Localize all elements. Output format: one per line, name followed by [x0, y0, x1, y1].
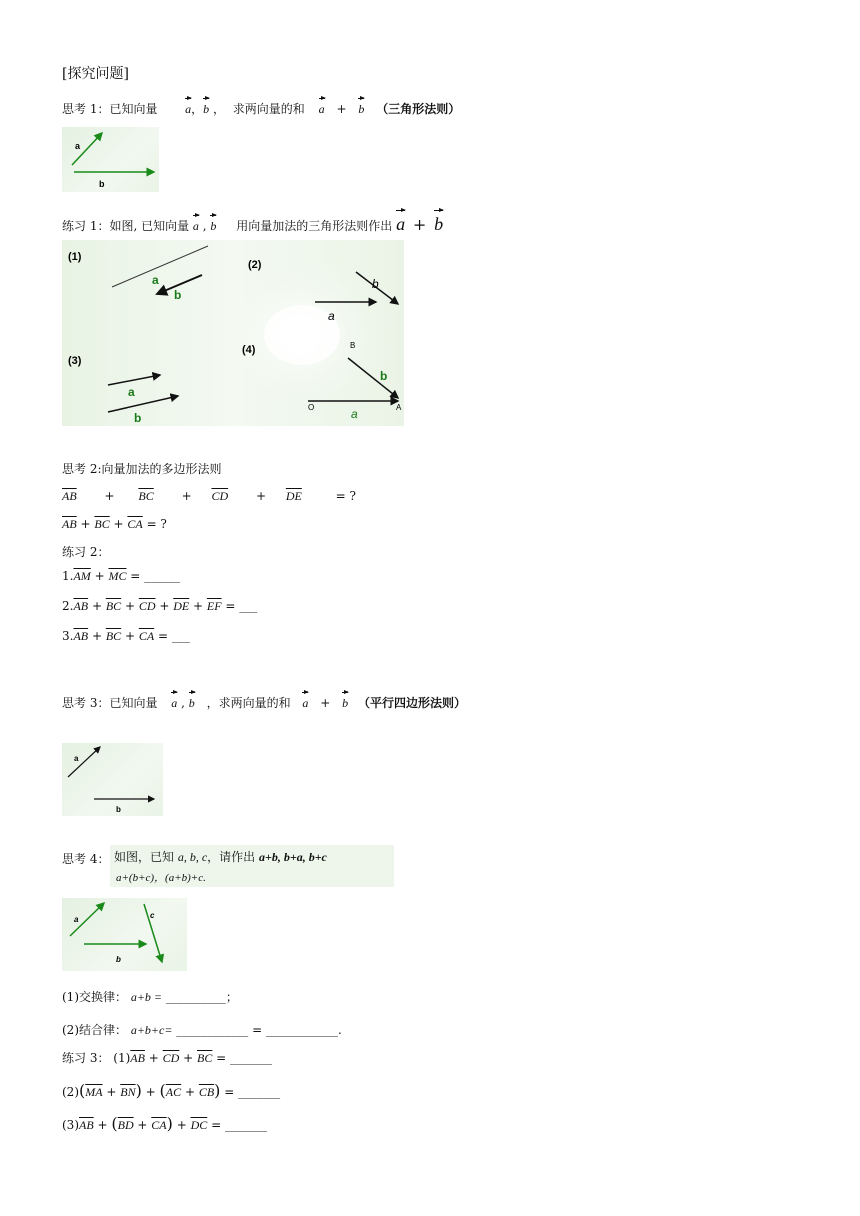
label-n2: (2)	[248, 259, 262, 271]
law-label: (2)结合律：	[62, 1023, 127, 1037]
think3-prefix: 思考 3：已知向量	[62, 696, 158, 710]
vector-term: $\overline{MA}$	[85, 1085, 103, 1099]
vector-a: a	[193, 213, 199, 234]
vector-b-large: b	[434, 208, 443, 235]
vector-term: $\overline{CA}$	[138, 629, 155, 643]
point-O: O	[308, 403, 315, 412]
figure-1-svg	[62, 127, 159, 192]
practice3-q1: 练习 3： $(1)\overline{AB} + \overline{CD} + \overline{BC}$ = _______	[62, 1051, 273, 1065]
vector-term: $\overline{MC}$	[108, 569, 127, 583]
think4-line1	[114, 848, 327, 865]
think4-prefix: 思考 4：	[62, 852, 110, 866]
vector-term: $\overline{AM}$	[73, 569, 91, 583]
plus-sign: +	[320, 696, 331, 710]
think2-line1	[62, 489, 356, 504]
question-number: 1.	[62, 569, 74, 583]
comma: ，	[212, 102, 225, 116]
equation-tail: = ?	[146, 517, 167, 531]
vector-a: a	[319, 96, 325, 117]
think2-title: 思考 2:向量加法的多边形法则	[62, 462, 222, 476]
triangle-rule-label: （三角形法则）	[376, 102, 461, 116]
label-n4: (4)	[242, 344, 256, 356]
practice2-title: 练习 2：	[62, 545, 110, 559]
figure-4-svg	[62, 898, 187, 971]
vector-b: b	[203, 96, 209, 117]
vector-term: $\overline{BC}$	[105, 629, 122, 643]
figure-vectors-ab-1	[62, 127, 159, 192]
vector-term: $\overline{AB}$	[130, 1051, 145, 1065]
vector-b: b	[210, 213, 216, 234]
question-number: (1)	[113, 1051, 131, 1065]
label-b-4: b	[380, 369, 388, 383]
think4-ask: ，请作出	[207, 850, 256, 864]
vector-term: $\overline{AB}$	[73, 629, 89, 643]
vector-term: $\overline{AB}$	[62, 489, 77, 503]
figure-vectors-abc	[62, 898, 187, 971]
think1-middle: 求两向量的和	[232, 102, 305, 116]
label-a-1: a	[152, 273, 159, 287]
plus-sign: +	[336, 102, 347, 116]
vector-a: a	[171, 690, 177, 711]
figure-2-svg	[62, 240, 404, 426]
practice1-line: 练习 1：如图, 已知向量 a , b 用向量加法的三角形法则作出 a + b	[62, 208, 443, 235]
practice2-q3: $3.\overline{AB} + \overline{BC} + \overline{CA}$ = ___	[62, 629, 190, 643]
figure-practice1	[62, 240, 404, 426]
vector-term: $\overline{BD}$	[117, 1118, 134, 1132]
label-n1: (1)	[68, 251, 82, 263]
associative-law	[62, 1021, 342, 1038]
practice1-middle: 用向量加法的三角形法则作出	[236, 219, 393, 233]
question-number: 2.	[62, 599, 74, 613]
vector-term: $\overline{AC}$	[165, 1085, 182, 1099]
answer-blank[interactable]: ____________	[176, 1023, 249, 1037]
think1-line	[62, 96, 460, 117]
think1-prefix: 思考 1：已知向量	[62, 102, 158, 116]
think4-problem-image	[110, 845, 394, 887]
figure-3-svg	[62, 743, 163, 816]
question-number: (3)	[62, 1118, 79, 1132]
label-a-3: a	[128, 385, 135, 399]
vector-b: b	[358, 96, 364, 117]
vector-term: $\overline{CD}$	[138, 599, 156, 613]
practice2-q1: $1.\overline{AM} + \overline{MC}$ = ______	[62, 569, 181, 583]
equation-tail: = ?	[335, 489, 356, 503]
arrow-a-3	[108, 375, 160, 385]
vector-b: b	[342, 690, 348, 711]
label-a-4: a	[351, 407, 358, 421]
practice3-q3: $(3)\overline{AB} + (\overline{BD} + \overline{CA}) + \overline{DC}$ = _______	[62, 1114, 267, 1133]
plus-sign: +	[104, 489, 115, 503]
vector-term: $\overline{DC}$	[190, 1118, 208, 1132]
answer-blank[interactable]: = ___	[225, 599, 258, 613]
plus-sign: +	[412, 215, 427, 234]
label-b-2: b	[372, 277, 379, 291]
answer-blank[interactable]: = _______	[216, 1051, 273, 1065]
think4-exprs: a+b, b+a, b+c	[259, 850, 327, 864]
practice3-title: 练习 3：	[62, 1051, 110, 1065]
label-a-2: a	[328, 309, 335, 323]
law-expr: a+b =	[130, 990, 163, 1004]
label-b-1: b	[174, 288, 182, 302]
practice2-q2: $2.\overline{AB} + \overline{BC} + \overline{CD} + \overline{DE} + \overline{EF}$ = ___	[62, 599, 258, 613]
vector-term: $\overline{BC}$	[138, 489, 154, 503]
arrow-b-3	[108, 396, 178, 412]
commutative-law	[62, 988, 238, 1005]
vector-term: $\overline{EF}$	[206, 599, 222, 613]
think2-line2: $\overline{AB} + \overline{BC} + \overline{CA}$ = ?	[62, 517, 167, 531]
answer-blank[interactable]: = ______	[130, 569, 181, 583]
vector-a: a	[185, 96, 191, 117]
vector-term: $\overline{CA}$	[151, 1118, 167, 1132]
label-a: a	[74, 754, 79, 763]
vector-term: $\overline{AB}$	[73, 599, 89, 613]
comma: ，	[191, 102, 204, 116]
answer-blank[interactable]: = ___	[158, 629, 190, 643]
practice1-prefix: 练习 1：如图, 已知向量	[62, 219, 190, 233]
law-label: (1)交换律：	[62, 990, 127, 1004]
vector-term: $\overline{BC}$	[94, 517, 110, 531]
label-b: b	[99, 179, 105, 189]
vector-b: b	[189, 690, 195, 711]
vector-term: $\overline{CD}$	[211, 489, 229, 503]
question-number: 3.	[62, 629, 74, 643]
answer-blank[interactable]: ____________.	[266, 1023, 342, 1037]
parallelogram-rule-label: （平行四边形法则）	[357, 696, 466, 710]
label-a: a	[74, 915, 79, 924]
plus-sign: +	[181, 489, 192, 503]
label-n3: (3)	[68, 355, 82, 367]
answer-blank[interactable]: __________；	[165, 990, 238, 1004]
plus-sign: +	[255, 489, 267, 503]
vector-a-large: a	[396, 208, 405, 235]
label-a: a	[75, 141, 81, 151]
line-a-1	[112, 246, 208, 287]
vector-term: $\overline{AB}$	[62, 517, 77, 531]
vector-a: a	[302, 690, 308, 711]
think4-given: 如图，已知	[114, 850, 175, 864]
vector-term: $\overline{BC}$	[197, 1051, 213, 1065]
vector-term: $\overline{BC}$	[105, 599, 122, 613]
think3-middle: ，求两向量的和	[206, 696, 291, 710]
think4-line2: a+(b+c)，(a+b)+c.	[116, 872, 206, 884]
think3-line: 思考 3：已知向量 a , b ，求两向量的和 a + b （平行四边形法则）	[62, 690, 466, 711]
figure-vectors-ab-3	[62, 743, 163, 816]
answer-blank[interactable]: = _______	[224, 1085, 281, 1099]
question-number: (2)	[62, 1085, 79, 1099]
vector-term: $\overline{AB}$	[79, 1118, 94, 1132]
vector-term: $\overline{CD}$	[162, 1051, 180, 1065]
point-A: A	[396, 403, 402, 412]
answer-blank[interactable]: = _______	[211, 1118, 267, 1132]
vector-term: $\overline{CA}$	[127, 517, 143, 531]
law-expr: a+b+c=	[130, 1023, 173, 1037]
label-b: b	[116, 805, 121, 814]
label-c: c	[150, 911, 155, 920]
practice3-q2: $(2)(\overline{MA} + \overline{BN}) + (\overline{AC} + \overline{CB})$ = _______	[62, 1081, 281, 1100]
think4-vars: a, b, c	[177, 850, 208, 864]
section-title: [探究问题]	[62, 66, 129, 82]
equals-sign: =	[252, 1023, 263, 1037]
vector-term: $\overline{DE}$	[285, 489, 302, 503]
vector-term: $\overline{BN}$	[120, 1085, 136, 1099]
label-b: b	[116, 955, 121, 964]
label-b-3: b	[134, 411, 142, 425]
vector-term: $\overline{CB}$	[198, 1085, 215, 1099]
vector-a-arrow	[68, 747, 100, 777]
point-B: B	[350, 341, 356, 350]
vector-term: $\overline{DE}$	[173, 599, 190, 613]
